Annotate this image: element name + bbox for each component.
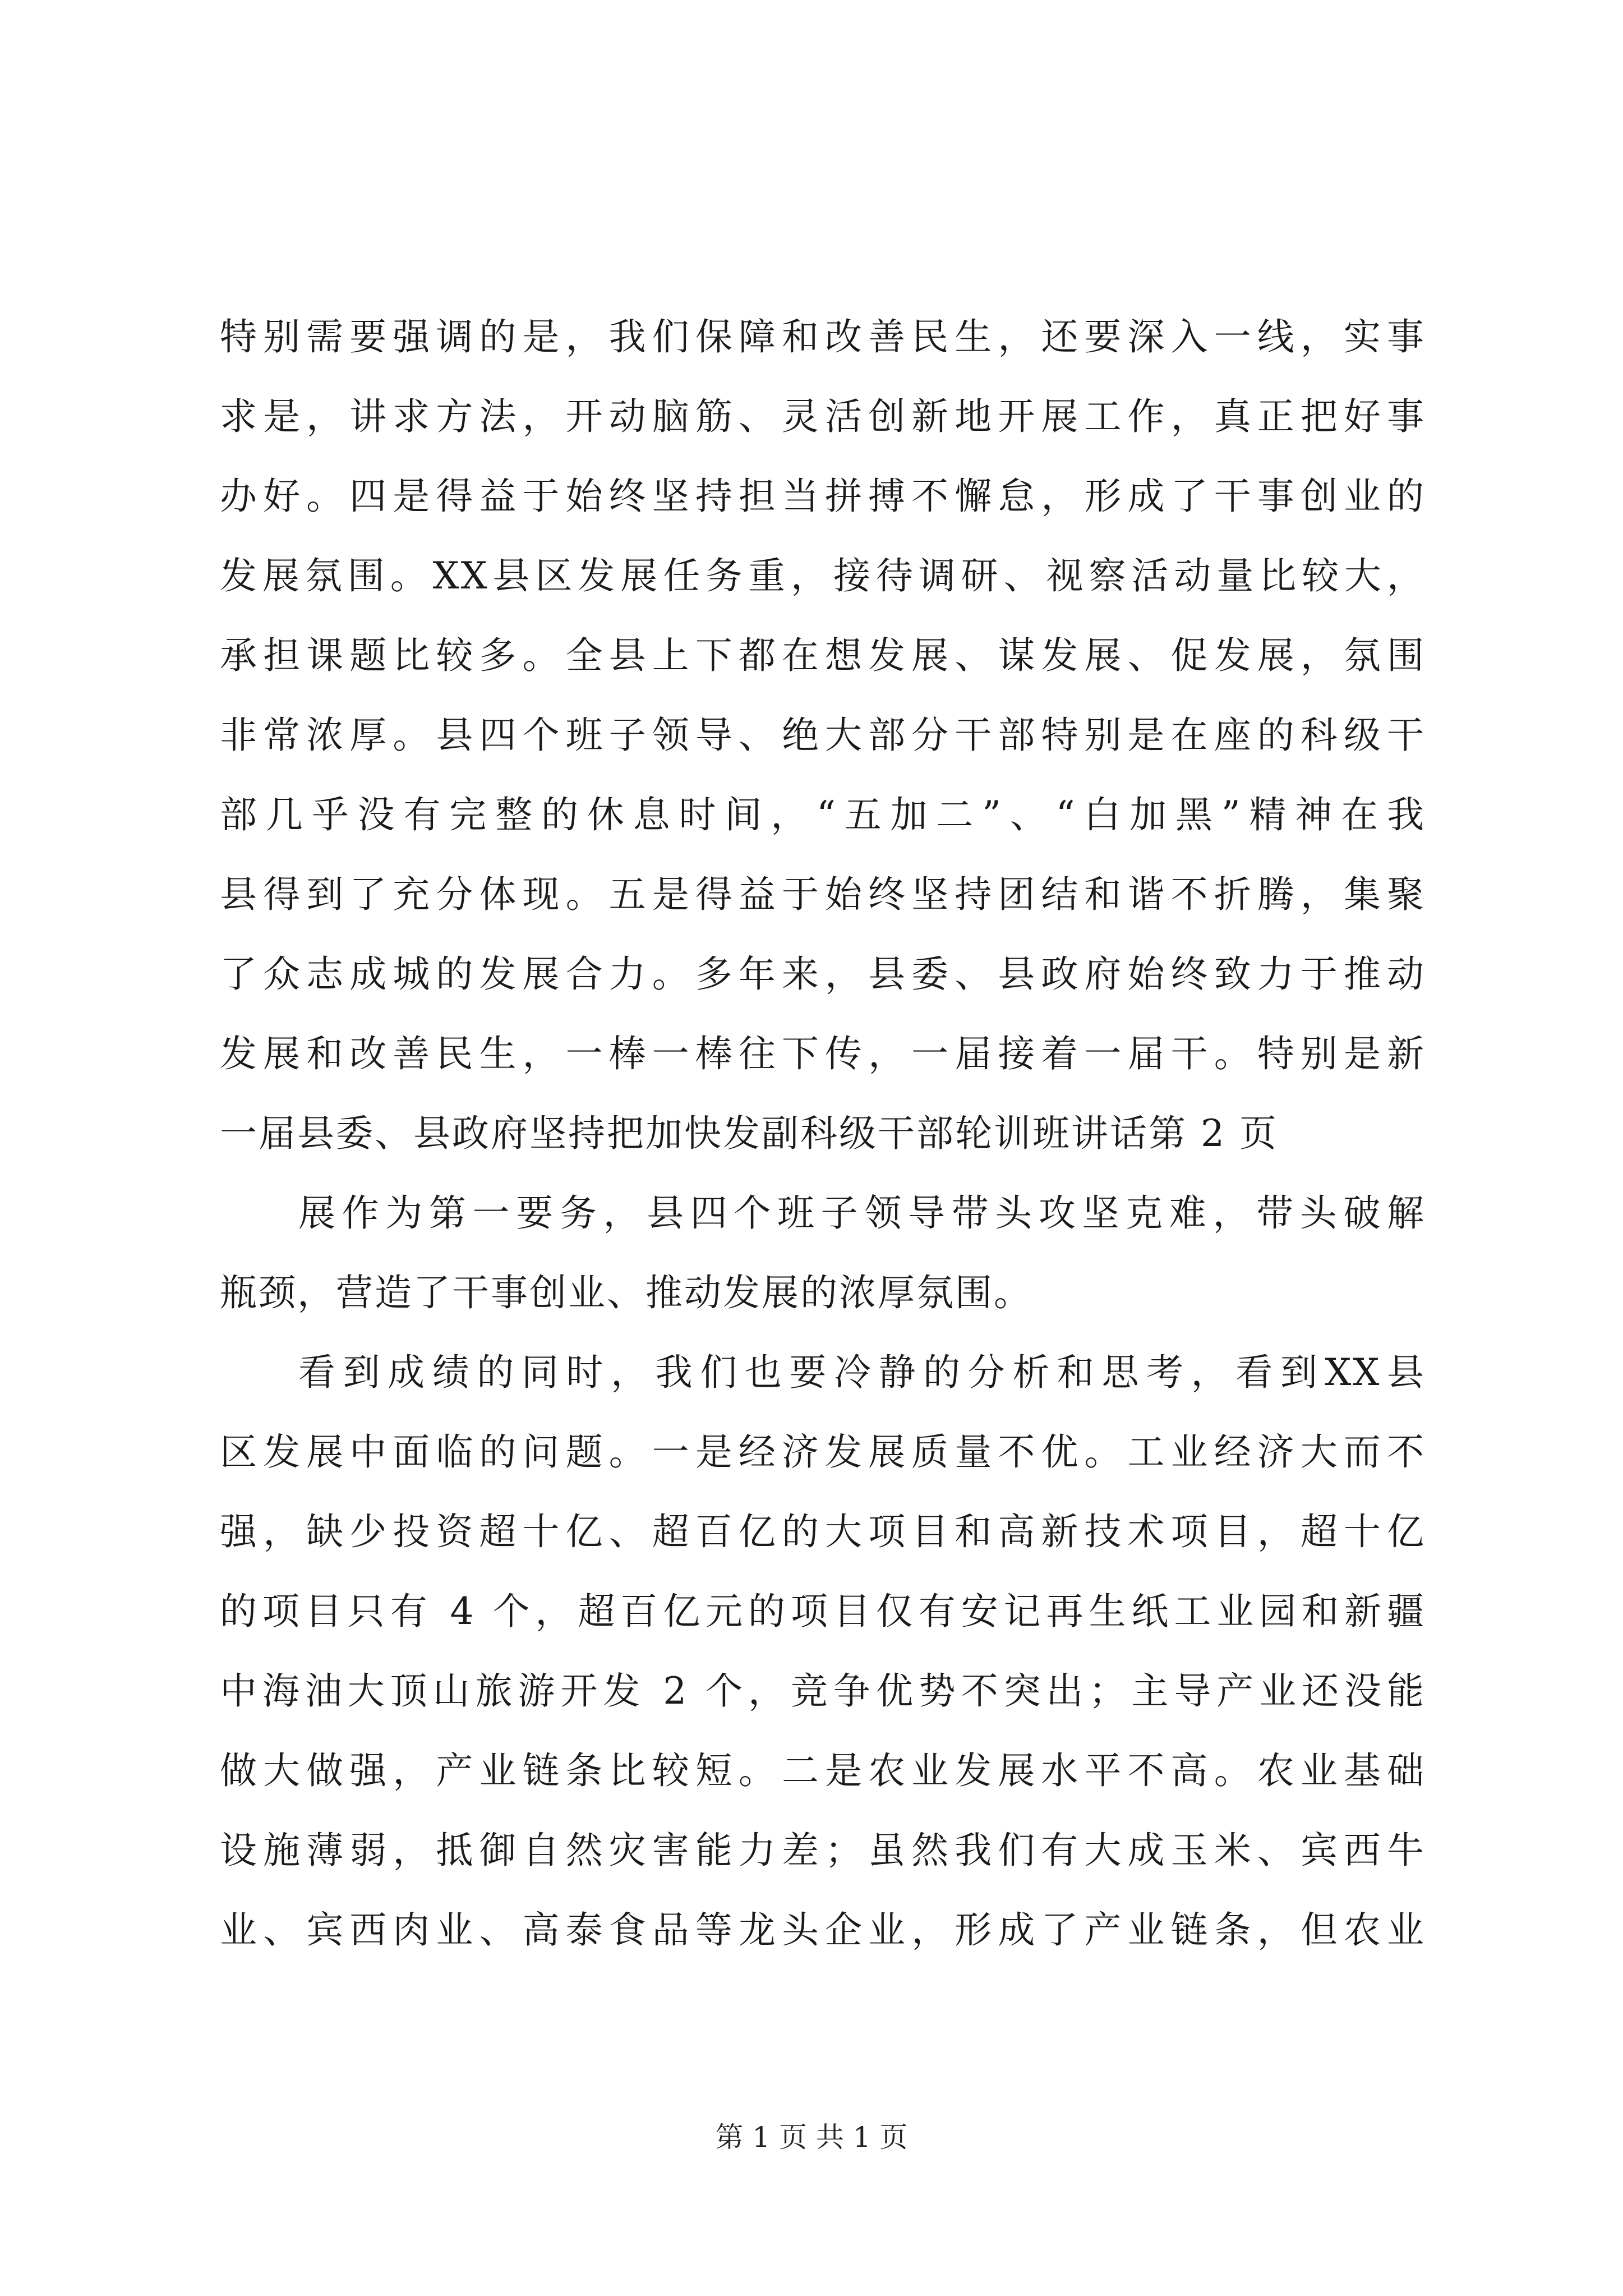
paragraph-line: 做大做强，产业链条比较短。二是农业发展水平不高。农业基础 (220, 1749, 1426, 1792)
paragraph-line: 办好。四是得益于始终坚持担当拼搏不懈怠，形成了干事创业的 (220, 475, 1426, 518)
paragraph-line: 部几乎没有完整的休息时间，“五加二”、“白加黑”精神在我 (220, 793, 1426, 836)
paragraph-line: 区发展中面临的问题。一是经济发展质量不优。工业经济大而不 (220, 1430, 1426, 1474)
paragraph-line: 发展和改善民生，一棒一棒往下传，一届接着一届干。特别是新 (220, 1032, 1426, 1075)
paragraph-line: 非常浓厚。县四个班子领导、绝大部分干部特别是在座的科级干 (220, 714, 1426, 757)
page-number-footer: 第 1 页 共 1 页 (715, 2121, 908, 2154)
paragraph-line: 县得到了充分体现。五是得益于始终坚持团结和谐不折腾，集聚 (220, 873, 1426, 916)
paragraph-line: 发展氛围。XX县区发展任务重，接待调研、视察活动量比较大， (220, 554, 1426, 597)
paragraph-line: 的项目只有 4 个，超百亿元的项目仅有安记再生纸工业园和新疆 (220, 1590, 1426, 1633)
paragraph-line: 看到成绩的同时，我们也要冷静的分析和思考，看到XX县 (298, 1351, 1426, 1394)
paragraph-line: 一届县委、县政府坚持把加快发副科级干部轮训班讲话第 2 页 (220, 1112, 1278, 1155)
paragraph-line: 承担课题比较多。全县上下都在想发展、谋发展、促发展，氛围 (220, 634, 1426, 677)
paragraph-line: 展作为第一要务，县四个班子领导带头攻坚克难，带头破解 (298, 1191, 1426, 1235)
document-body (220, 297, 1426, 1970)
paragraph-line: 设施薄弱，抵御自然灾害能力差；虽然我们有大成玉米、宾西牛 (220, 1829, 1426, 1872)
paragraph-line: 中海油大顶山旅游开发 2 个，竞争优势不突出；主导产业还没能 (220, 1669, 1426, 1713)
paragraph-line: 业、宾西肉业、高泰食品等龙头企业，形成了产业链条，但农业 (220, 1908, 1426, 1952)
paragraph-line: 了众志成城的发展合力。多年来，县委、县政府始终致力于推动 (220, 953, 1426, 996)
paragraph-line: 特别需要强调的是，我们保障和改善民生，还要深入一线，实事 (220, 315, 1426, 358)
paragraph-line: 瓶颈，营造了干事创业、推动发展的浓厚氛围。 (220, 1271, 1032, 1314)
paragraph-line: 强，缺少投资超十亿、超百亿的大项目和高新技术项目，超十亿 (220, 1510, 1426, 1553)
paragraph-line: 求是，讲求方法，开动脑筋、灵活创新地开展工作，真正把好事 (220, 395, 1426, 438)
